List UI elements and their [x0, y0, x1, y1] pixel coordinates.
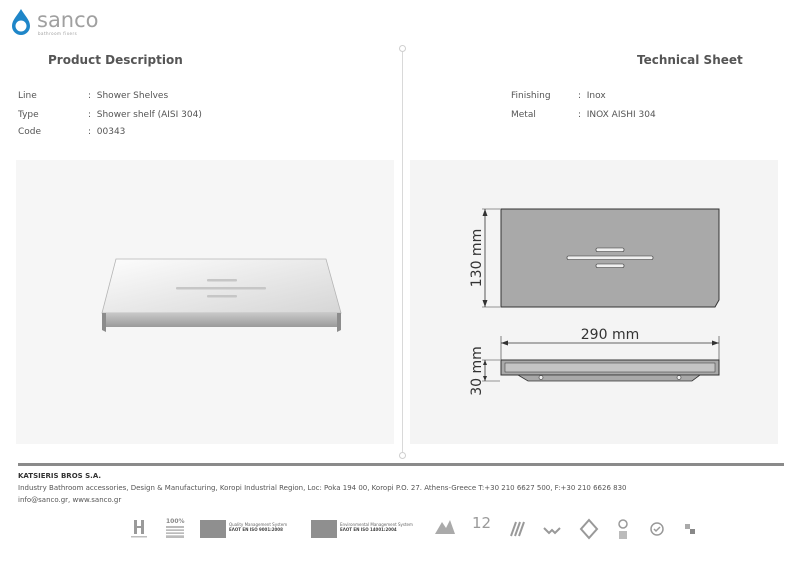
iso-9001-cert: Quality Management System ΕΛΟΤ EN ISO 9001:2008 [200, 514, 300, 544]
divider-bottom-dot [399, 452, 406, 459]
spec-label: Line [18, 91, 37, 101]
product-description-heading: Product Description [48, 53, 183, 67]
depth-dimension-label: 30 mm [469, 346, 485, 396]
greek-quality-badge: 100% [164, 514, 186, 544]
spec-value: : Shower shelf (AISI 304) [88, 110, 202, 120]
center-divider [402, 48, 403, 455]
sanco-logo [10, 6, 110, 36]
iso-14001-cert: Environmental Management System ΕΛΟΤ EN ISO 14001:2004 [311, 514, 416, 544]
spec-value: : Shower Shelves [88, 91, 169, 101]
greek-flag-icon [166, 526, 184, 538]
footer-bar [18, 463, 784, 466]
spec-label: Type [18, 110, 39, 120]
company-name: KATSIERIS BROS S.A. [18, 472, 102, 480]
chevron-wave-icon [541, 514, 563, 544]
spec-row-line [18, 91, 218, 103]
certification-logos [128, 514, 708, 544]
width-dimension-label: 290 mm [580, 327, 640, 343]
company-contact: info@sanco.gr, www.sanco.gr [18, 496, 122, 504]
shower-shelf-product-image [16, 160, 394, 444]
technical-sheet-heading: Technical Sheet [637, 53, 743, 67]
design-quality-icon [432, 514, 458, 544]
technical-drawing-panel [410, 160, 778, 444]
spec-row-finishing [511, 91, 711, 103]
spec-row-metal [511, 110, 731, 122]
product-image-panel [16, 160, 394, 444]
sun-icon [612, 514, 634, 544]
water-drop-icon [10, 8, 32, 36]
spec-row-type [18, 110, 238, 122]
recycle-icon [578, 514, 600, 544]
spec-value: : 00343 [88, 127, 126, 137]
stripes-icon [506, 514, 528, 544]
circle-check-icon [646, 514, 668, 544]
brand-tagline: bathroom fixers [38, 31, 78, 36]
spec-row-code [18, 127, 218, 139]
shelf-technical-drawing [410, 160, 778, 444]
company-address: Industry Bathroom accessories, Design & Manufacturing, Koropi Industrial Region, Loc: Poka 194 00, Koropi P.O. 27. Athens-Greece T:+30 210 6627 500, F:+30 210 6626 830 [18, 484, 627, 492]
spec-label: Code [18, 127, 42, 137]
hotel-icon [128, 514, 150, 544]
spec-value: : INOX AISHI 304 [578, 110, 656, 120]
iso-9001-logo [200, 520, 226, 538]
nano-icon [679, 514, 701, 544]
divider-top-dot [399, 45, 406, 52]
warranty-badge: 12 [472, 514, 492, 532]
brand-name: sanco [37, 8, 99, 32]
spec-value: : Inox [578, 91, 606, 101]
spec-label: Finishing [511, 91, 551, 101]
spec-label: Metal [511, 110, 536, 120]
iso-14001-logo [311, 520, 337, 538]
height-dimension-label: 130 mm [469, 228, 485, 288]
